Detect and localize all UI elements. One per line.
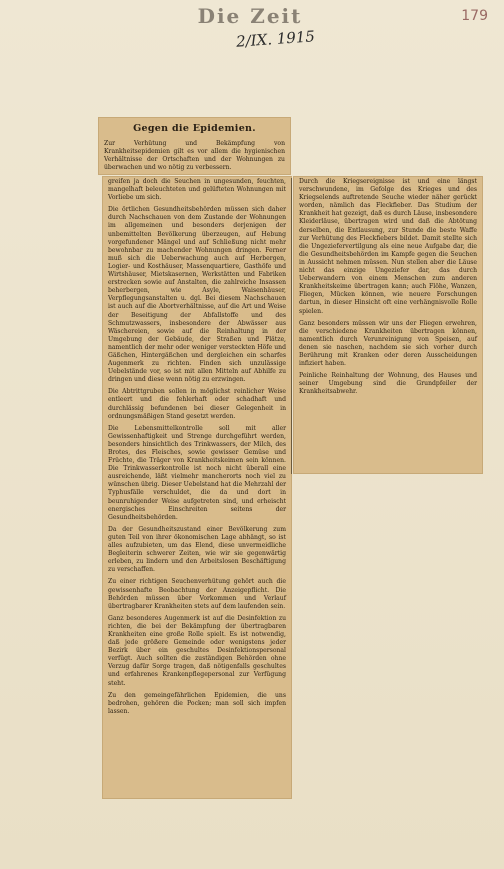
article-header-clipping (98, 117, 291, 175)
left-paragraph-2: Die örtlichen Gesundheitsbehörden müssen sich daher durch Nachschauen von dem Zustande der Wohnungen im allgemeinen und besonders derjenigen der unbemittelten Bevölkerung überzeugen, auf Hebung vorgefundener Mängel und auf Schließung nicht mehr bewohnbar zu machender Wohnungen dringen. Ferner muß sich die Ueberwachung auch auf Herbergen, Logier- und Kosthäuser, Massenquartiere, Gasthöfe und Wirtshäuser, Mietskasernen, Werkstätten und Fabriken erstrecken sowie auf Anstalten, die zahlreiche Insassen beherbergen, wie Asyle, Waisenhäuser, Verpflegungsanstalten u. dgl. Bei diesem Nachschauen ist auch auf die Abortverhältnisse, auf die Art und Weise der Beseitigung der Abfallstoffe und des Schmutzwassers, insbesondere der Abwässer aus Wäschereien, sowie auf die Reinhaltung in der Umgebung der Gebäude, der Straßen und Plätze, namentlich der mehr oder weniger versteckten Höfe und Gäßchen, Hintergäßchen und dergleichen ein scharfes Augenmerk zu richten. Finden sich unzulässige Uebelstände vor, so ist mit allen Mitteln auf Abhilfe zu dringen und diese wenn nötig zu erzwingen. (108, 206, 286, 384)
left-paragraph-3: Die Abtrittgruben sollen in möglichst reinlicher Weise entleert und die fehlerhaft oder schadhaft und durchlässig befundenen bei dieser Gelegenheit in ordnungsmäßigen Stand gesetzt werden. (108, 388, 286, 420)
handwritten-date: 2/IX. 1915 (235, 27, 316, 51)
left-paragraph-4: Die Lebensmittelkontrolle soll mit aller Gewissenhaftigkeit und Strenge durchgeführt werden, besonders hinsichtlich des Trinkwassers, der Milch, des Brotes, des Fleisches, sowie gewisser Gemüse und Früchte, die Träger von Krankheitskeimen sein können. Die Trinkwasserkontrolle ist noch nicht überall eine ausreichende, läßt vielmehr mancherorts noch viel zu wünschen übrig. Dieser Uebelstand hat die Mehrzahl der Typhusfälle verschuldet, die da und dort in beunruhigender Weise aufgetreten sind, und erheischt energisches Einschreiten seitens der Gesundheitsbehörden. (108, 424, 286, 521)
left-column-clipping (102, 176, 292, 799)
article-title: Gegen die Epidemien. (133, 123, 256, 134)
right-column-clipping (293, 176, 483, 474)
right-paragraph-3: Peinliche Reinhaltung der Wohnung, des Hauses und seiner Umgebung sind die Grundpfeiler der Krankheitsabwehr. (299, 372, 477, 396)
left-paragraph-8: Zu den gemeingefährlichen Epidemien, die uns bedrohen, gehören die Pocken; man soll sich impfen lassen. (108, 691, 286, 715)
right-paragraph-1: Durch die Kriegsereignisse ist und eine längst verschwundene, im Gefolge des Krieges und des Kriegselends auftretende Seuche wieder näher gerückt worden, nämlich das Fleckfieber. Das Studium der Krankheit hat gezeigt, daß es durch Läuse, insbesondere Kleiderläuse, übertragen wird und daß die Abtötung derselben, die Entlausung, zur Stunde die beste Waffe zur Verhütung des Fleckfiebers bildet. Damit stellte sich die Ungeziefervertilgung als eine neue Aufgabe dar, die die Gesundheitsbehörden im Kampfe gegen die Seuchen in Aussicht nehmen müssen. Nun stellen aber die Läuse nicht das einzige Ungeziefer dar, das durch Ueberwandern von einem Menschen zum anderen Krankheitskeime übertragen kann; auch Flöhe, Wanzen, Fliegen, Mücken können, wie neuere Forschungen dartun, in dieser Hinsicht oft eine verhängnisvolle Rolle spielen. (299, 178, 477, 315)
left-paragraph-6: Zu einer richtigen Seuchenverhütung gehört auch die gewissenhafte Beobachtung der Anzeigepflicht. Die Behörden müssen über Vorkommen und Verlauf übertragbarer Krankheiten stets auf dem laufenden sein. (108, 578, 286, 610)
right-paragraph-2: Ganz besonders müssen wir uns der Fliegen erwehren, die verschiedene Krankheiten übertragen können, namentlich durch Verunreinigung von Speisen, auf denen sie naschen, nachdem sie sich vorher durch Berührung mit Kranken oder deren Ausscheidungen infiziert haben. (299, 319, 477, 368)
column-divider (291, 178, 292, 474)
page-number: 179 (461, 8, 488, 24)
newspaper-masthead: Die Zeit (197, 4, 303, 28)
article-intro: Zur Verhütung und Bekämpfung von Krankheitsepidemien gilt es vor allem die hygienischen Verhältnisse der Ortschaften und der Wohnungen zu überwachen und wo nötig zu verbessern. (104, 140, 285, 172)
left-paragraph-7: Ganz besonderes Augenmerk ist auf die Desinfektion zu richten, die bei der Bekämpfung der übertragbaren Krankheiten eine große Rolle spielt. Es ist notwendig, daß jede größere Gemeinde oder wenigstens jeder Bezirk über ein geschultes Desinfektionspersonal verfügt. Auch sollten die zuständigen Behörden ohne Verzug dafür Sorge tragen, daß nötigenfalls geschultes und erfahrenes Krankenpflegepersonal zur Verfügung steht. (108, 614, 286, 687)
left-paragraph-1: greifen ja doch die Seuchen in ungesunden, feuchten, mangelhaft beleuchteten und gelüfteten Wohnungen mit Vorliebe um sich. (108, 178, 286, 202)
left-paragraph-5: Da der Gesundheitszustand einer Bevölkerung zum guten Teil von ihrer ökonomischen Lage abhängt, so ist alles aufzubieten, um das Elend, diese unvermeidliche Begleiterin schwerer Zeiten, wie wir sie gegenwärtig erleben, zu lindern und den Arbeitslosen Beschäftigung zu verschaffen. (108, 525, 286, 574)
